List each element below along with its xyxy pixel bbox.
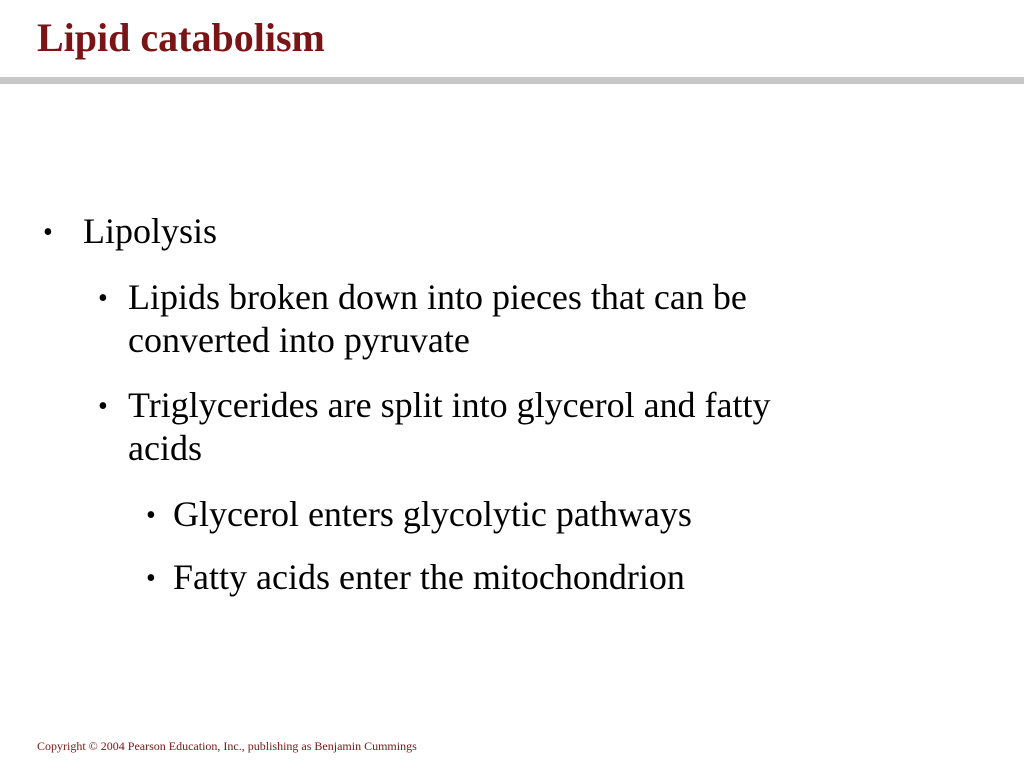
slide-title: Lipid catabolism	[37, 15, 325, 60]
title-divider	[0, 77, 1024, 84]
bullet-triglycerides-line1: Triglycerides are split into glycerol and fatty	[128, 385, 771, 425]
bullet-glycerol: Glycerol enters glycolytic pathways	[173, 494, 692, 534]
bullet-lipolysis: Lipolysis	[83, 211, 218, 251]
bullet-marker: •	[98, 391, 108, 422]
bullet-marker: •	[98, 283, 108, 314]
bullet-fatty-acids: Fatty acids enter the mitochondrion	[173, 557, 685, 597]
copyright-footer: Copyright © 2004 Pearson Education, Inc., publishing as Benjamin Cummings	[37, 739, 417, 753]
bullet-marker: •	[43, 217, 53, 248]
bullet-lipids-line1: Lipids broken down into pieces that can be	[128, 277, 747, 317]
bullet-lipids-line2: converted into pyruvate	[128, 320, 470, 360]
bullet-marker: •	[146, 500, 156, 531]
bullet-marker: •	[146, 563, 156, 594]
bullet-triglycerides-line2: acids	[128, 428, 202, 468]
